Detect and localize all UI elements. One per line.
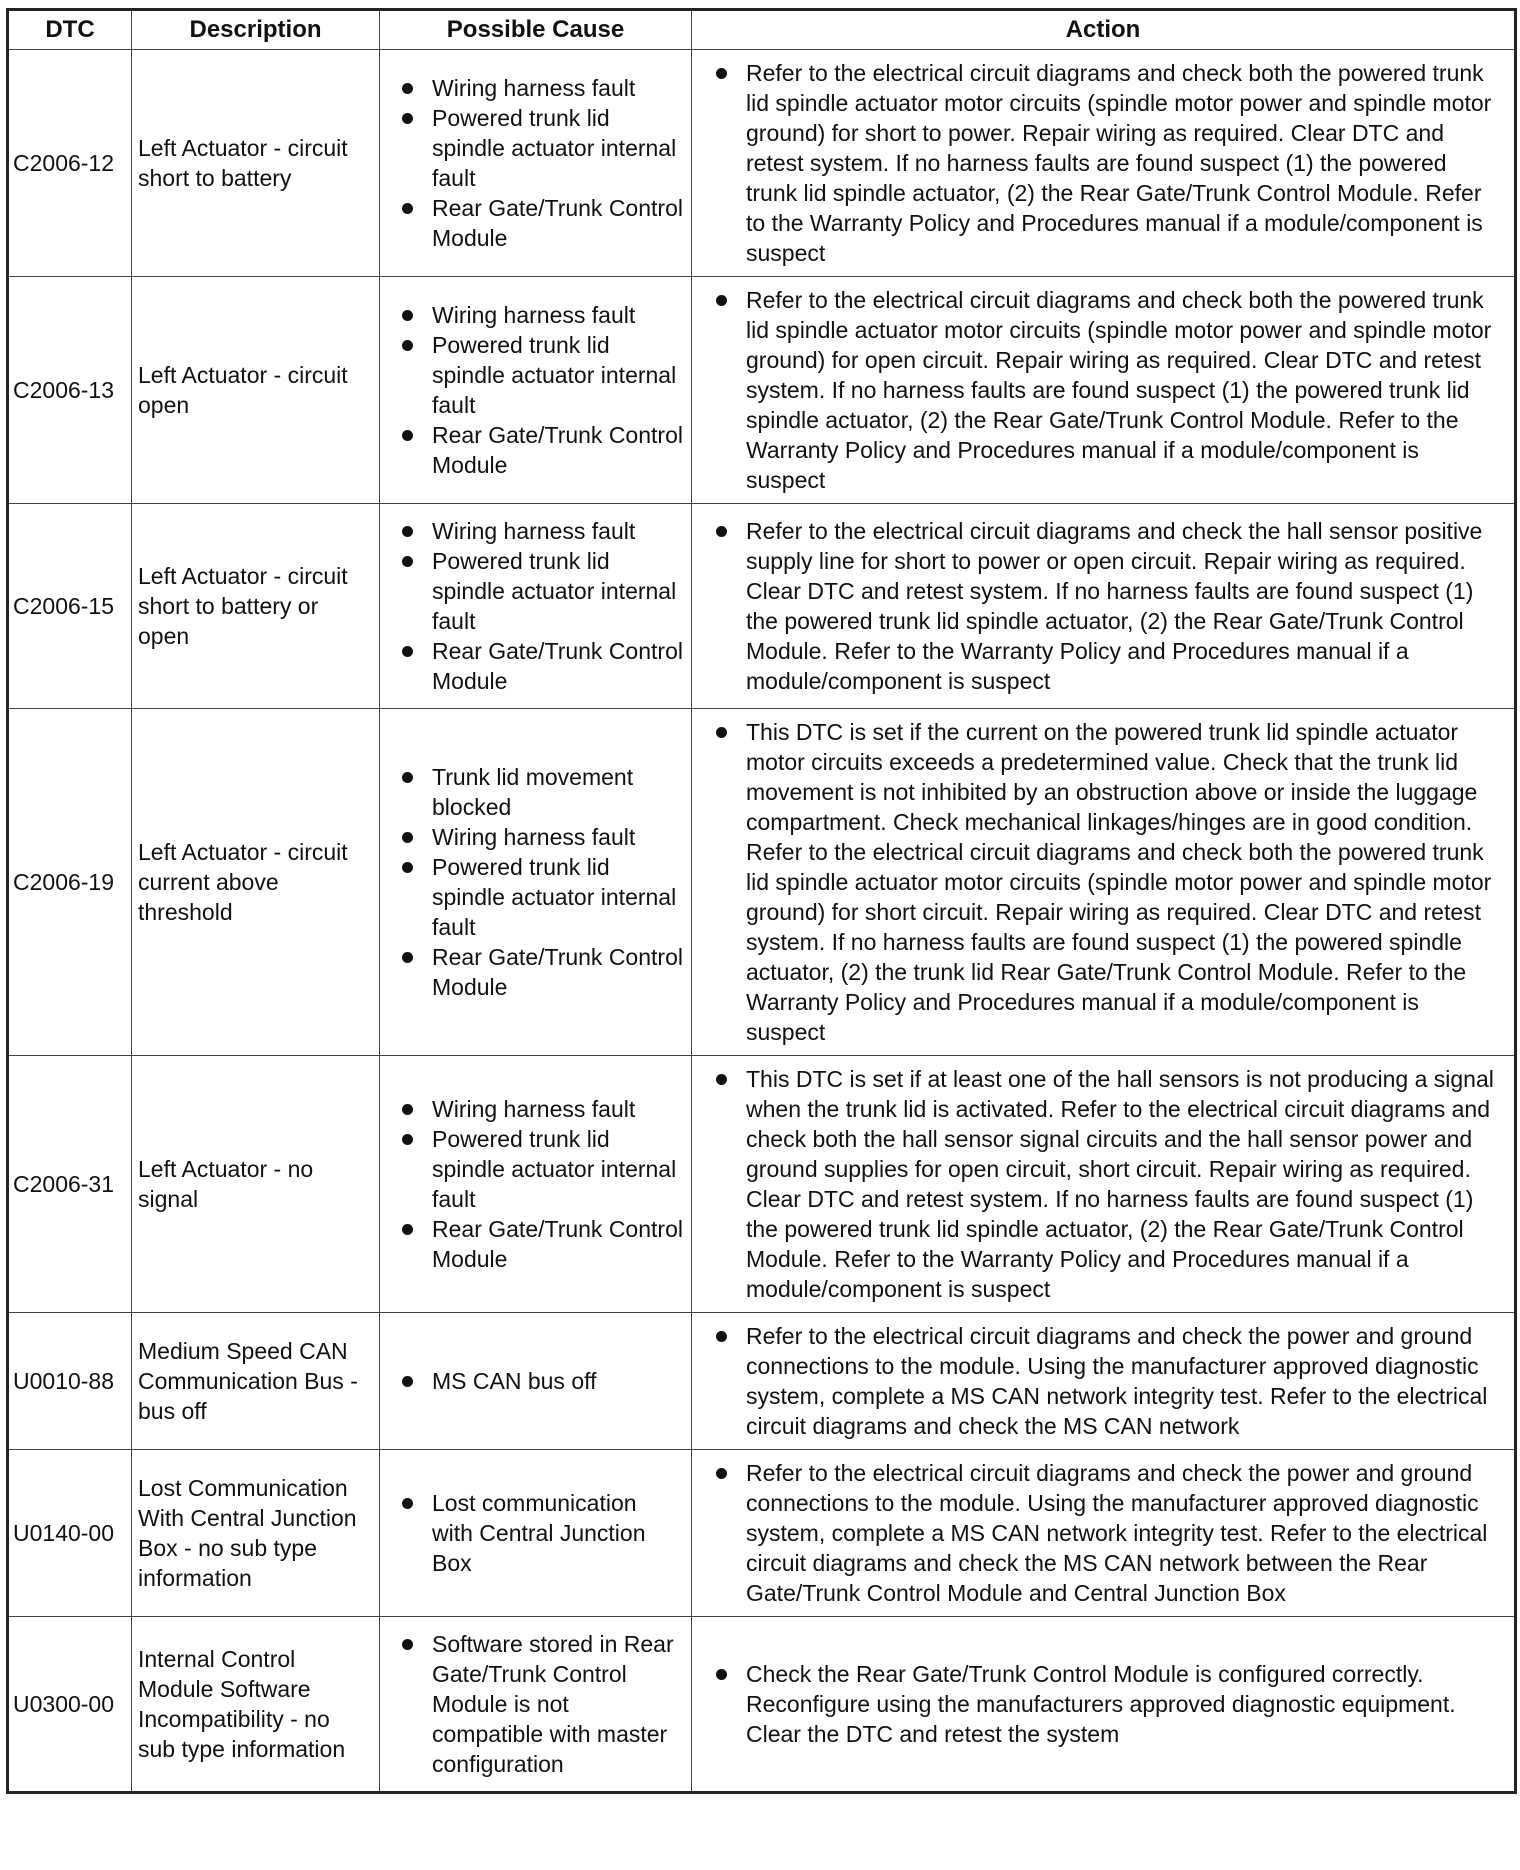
possible-cause-cell (380, 709, 692, 1056)
table-row (8, 1450, 1516, 1617)
table-row (8, 1056, 1516, 1313)
cause-item: Powered trunk lid spindle actuator internal fault (398, 103, 683, 193)
cause-item: Powered trunk lid spindle actuator internal fault (398, 852, 683, 942)
possible-cause-cell (380, 1617, 692, 1793)
cause-item: Powered trunk lid spindle actuator internal fault (398, 1124, 683, 1214)
dtc-description: Left Actuator - circuit short to battery (132, 50, 380, 277)
action-cell (692, 709, 1516, 1056)
action-item: This DTC is set if the current on the powered trunk lid spindle actuator motor circuits exceeds a predetermined value. Check that the trunk lid movement is not inhibited by an obstruction above or inside the luggage compartment. Check mechanical linkages/hinges are in good condition. Refer to the electrical circuit diagrams and check both the powered trunk lid spindle actuator motor circuits (spindle motor power and spindle motor ground) for short circuit. Repair wiring as required. Clear DTC and retest system. If no harness faults are found suspect (1) the powered spindle actuator, (2) the trunk lid Rear Gate/Trunk Control Module. Refer to the Warranty Policy and Procedures manual if a module/component is suspect (712, 717, 1504, 1047)
cause-item: Wiring harness fault (398, 516, 683, 546)
dtc-description: Left Actuator - circuit short to battery or open (132, 504, 380, 709)
action-list (712, 1458, 1504, 1608)
dtc-description: Left Actuator - circuit open (132, 277, 380, 504)
dtc-code: C2006-15 (8, 504, 132, 709)
dtc-code: U0300-00 (8, 1617, 132, 1793)
action-item: Refer to the electrical circuit diagrams and check the hall sensor positive supply line for short to power or open circuit. Repair wiring as required. Clear DTC and retest system. If no harness faults are found suspect (1) the powered trunk lid spindle actuator, (2) the Rear Gate/Trunk Control Module. Refer to the Warranty Policy and Procedures manual if a module/component is suspect (712, 516, 1504, 696)
possible-cause-cell (380, 1450, 692, 1617)
possible-cause-cell (380, 504, 692, 709)
possible-cause-cell (380, 277, 692, 504)
action-cell (692, 1313, 1516, 1450)
header-dtc: DTC (8, 10, 132, 50)
action-item: Refer to the electrical circuit diagrams and check the power and ground connections to the module. Using the manufacturer approved diagnostic system, complete a MS CAN network integrity test. Refer to the electrical circuit diagrams and check the MS CAN network between the Rear Gate/Trunk Control Module and Central Junction Box (712, 1458, 1504, 1608)
cause-item: Rear Gate/Trunk Control Module (398, 942, 683, 1002)
action-item: Check the Rear Gate/Trunk Control Module is configured correctly. Reconfigure using the manufacturers approved diagnostic equipment. Clear the DTC and retest the system (712, 1659, 1504, 1749)
table-row (8, 50, 1516, 277)
cause-list (398, 300, 683, 480)
cause-item: Software stored in Rear Gate/Trunk Control Module is not compatible with master configuration (398, 1629, 683, 1779)
action-list (712, 58, 1504, 268)
cause-item: Wiring harness fault (398, 822, 683, 852)
header-possible-cause: Possible Cause (380, 10, 692, 50)
table-row (8, 1617, 1516, 1793)
table-row (8, 277, 1516, 504)
action-list (712, 1321, 1504, 1441)
action-item: This DTC is set if at least one of the hall sensors is not producing a signal when the trunk lid is activated. Refer to the electrical circuit diagrams and check both the hall sensor signal circuits and the hall sensor power and ground supplies for open circuit, short circuit. Repair wiring as required. Clear DTC and retest system. If no harness faults are found suspect (1) the powered trunk lid spindle actuator, (2) the Rear Gate/Trunk Control Module. Refer to the Warranty Policy and Procedures manual if a module/component is suspect (712, 1064, 1504, 1304)
cause-list (398, 1366, 683, 1396)
cause-list (398, 1488, 683, 1578)
action-list (712, 516, 1504, 696)
action-item: Refer to the electrical circuit diagrams and check both the powered trunk lid spindle actuator motor circuits (spindle motor power and spindle motor ground) for open circuit. Repair wiring as required. Clear DTC and retest system. If no harness faults are found suspect (1) the powered trunk lid spindle actuator, (2) the Rear Gate/Trunk Control Module. Refer to the Warranty Policy and Procedures manual if a module/component is suspect (712, 285, 1504, 495)
action-cell (692, 1450, 1516, 1617)
dtc-description: Left Actuator - no signal (132, 1056, 380, 1313)
action-cell (692, 504, 1516, 709)
header-action: Action (692, 10, 1516, 50)
action-cell (692, 1617, 1516, 1793)
action-item: Refer to the electrical circuit diagrams and check the power and ground connections to the module. Using the manufacturer approved diagnostic system, complete a MS CAN network integrity test. Refer to the electrical circuit diagrams and check the MS CAN network (712, 1321, 1504, 1441)
cause-item: Trunk lid movement blocked (398, 762, 683, 822)
cause-item: Rear Gate/Trunk Control Module (398, 1214, 683, 1274)
cause-item: Rear Gate/Trunk Control Module (398, 420, 683, 480)
action-list (712, 1659, 1504, 1749)
dtc-description: Internal Control Module Software Incompatibility - no sub type information (132, 1617, 380, 1793)
cause-item: Rear Gate/Trunk Control Module (398, 636, 683, 696)
table-body (8, 50, 1516, 1793)
action-cell (692, 1056, 1516, 1313)
cause-list (398, 516, 683, 696)
cause-item: MS CAN bus off (398, 1366, 683, 1396)
action-cell (692, 277, 1516, 504)
possible-cause-cell (380, 1056, 692, 1313)
dtc-code: C2006-19 (8, 709, 132, 1056)
cause-list (398, 73, 683, 253)
dtc-description: Left Actuator - circuit current above threshold (132, 709, 380, 1056)
dtc-code: C2006-13 (8, 277, 132, 504)
action-cell (692, 50, 1516, 277)
action-list (712, 285, 1504, 495)
cause-list (398, 1094, 683, 1274)
possible-cause-cell (380, 1313, 692, 1450)
header-row (8, 10, 1516, 50)
cause-list (398, 1629, 683, 1779)
cause-item: Powered trunk lid spindle actuator internal fault (398, 330, 683, 420)
header-description: Description (132, 10, 380, 50)
dtc-description: Lost Communication With Central Junction Box - no sub type information (132, 1450, 380, 1617)
dtc-description: Medium Speed CAN Communication Bus - bus off (132, 1313, 380, 1450)
possible-cause-cell (380, 50, 692, 277)
action-list (712, 717, 1504, 1047)
table-row (8, 1313, 1516, 1450)
dtc-code: C2006-12 (8, 50, 132, 277)
action-list (712, 1064, 1504, 1304)
action-item: Refer to the electrical circuit diagrams and check both the powered trunk lid spindle actuator motor circuits (spindle motor power and spindle motor ground) for short to power. Repair wiring as required. Clear DTC and retest system. If no harness faults are found suspect (1) the powered trunk lid spindle actuator, (2) the Rear Gate/Trunk Control Module. Refer to the Warranty Policy and Procedures manual if a module/component is suspect (712, 58, 1504, 268)
dtc-code: C2006-31 (8, 1056, 132, 1313)
table-row (8, 709, 1516, 1056)
cause-item: Rear Gate/Trunk Control Module (398, 193, 683, 253)
cause-list (398, 762, 683, 1002)
dtc-code: U0140-00 (8, 1450, 132, 1617)
cause-item: Wiring harness fault (398, 73, 683, 103)
cause-item: Lost communication with Central Junction Box (398, 1488, 683, 1578)
dtc-code: U0010-88 (8, 1313, 132, 1450)
cause-item: Wiring harness fault (398, 300, 683, 330)
cause-item: Powered trunk lid spindle actuator internal fault (398, 546, 683, 636)
dtc-table (6, 8, 1517, 1794)
cause-item: Wiring harness fault (398, 1094, 683, 1124)
table-row (8, 504, 1516, 709)
